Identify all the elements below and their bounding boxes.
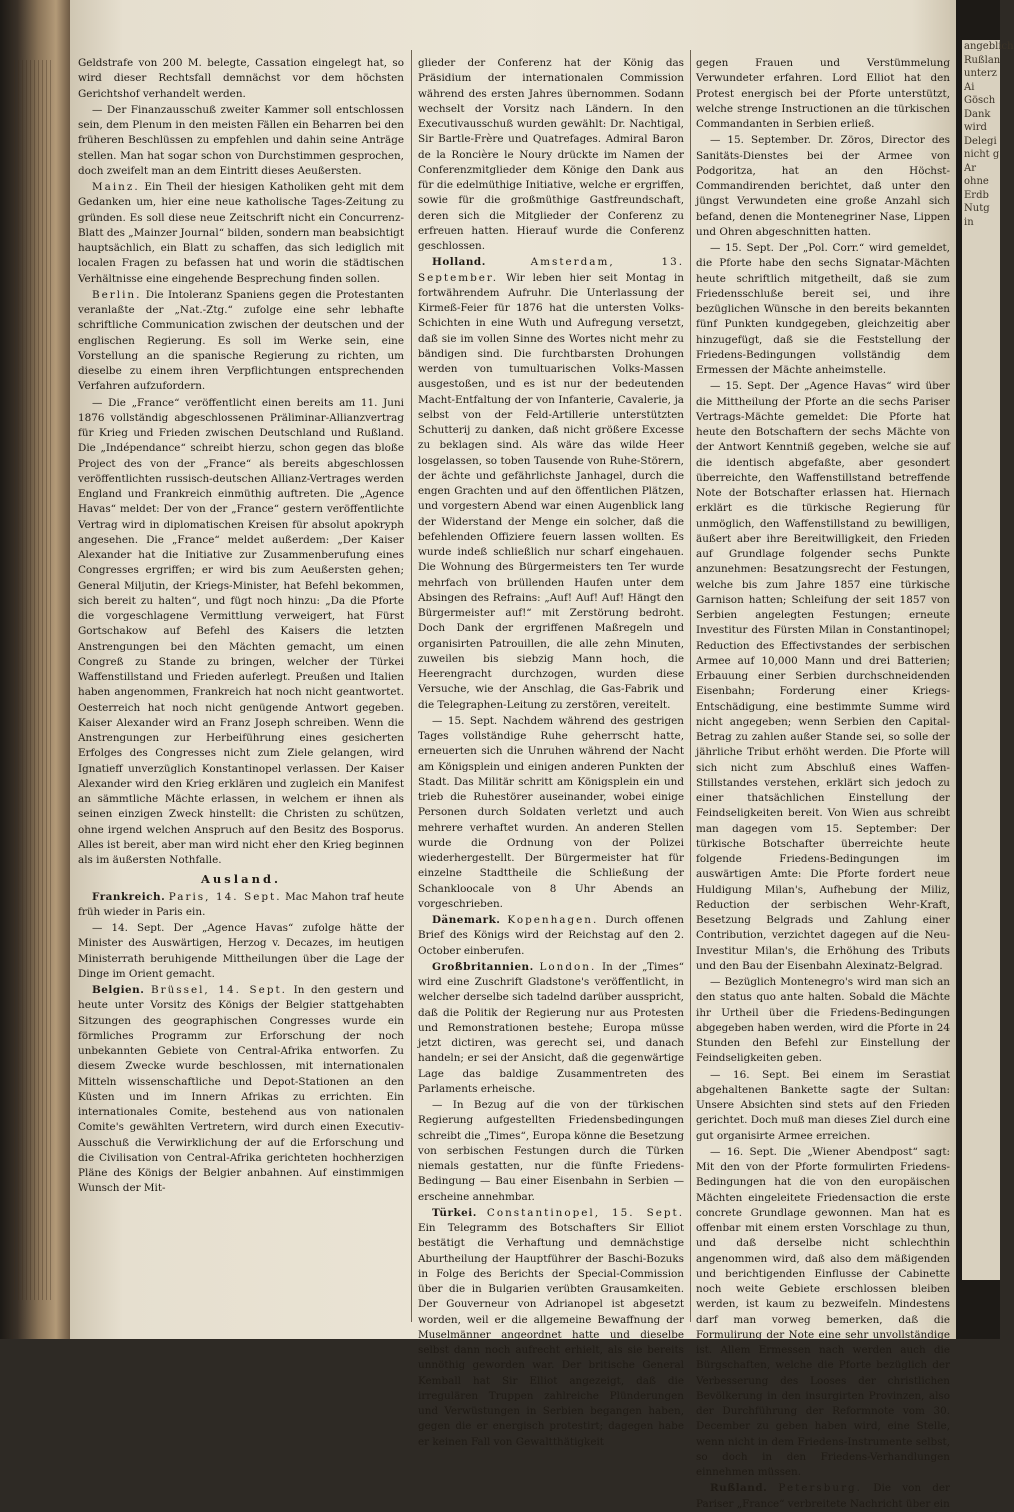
adjacent-line: Gösch xyxy=(964,95,996,106)
column-right xyxy=(696,56,951,1510)
article-paragraph xyxy=(418,255,684,713)
dateline-place: Brüssel, 14. Sept. xyxy=(151,984,287,996)
article-paragraph xyxy=(418,960,684,1097)
dateline-place: Constantinopel, 15. Sept. xyxy=(486,1206,684,1219)
article-text: Ein Theil der hiesigen Katholiken geht mit dem Gedanken um, hier eine neue katholische Tages-Zeitung zu gründen. Es soll diese neue Zeitschrift nicht ein Concurrenz-Blatt des „Mainzer Journal“ bilden, sondern man beabsichtigt hauptsächlich, ein Blatt zu schaffen, das sich lediglich mit localen Fragen zu befassen hat und worin die städtischen Verhältnisse eine eingehende Besprechung finden sollen. xyxy=(78,181,404,285)
adjacent-line: Ar xyxy=(964,162,977,174)
article-paragraph: — 15. Sept. Der „Pol. Corr.“ wird gemeldet, die Pforte habe den sechs Signatar-Mächten heute schriftlich mitgetheilt, daß sie zum Friedensschluße bereit sei, und ihre bezüglichen Wünsche in den bereits bekannten fünf Punkten kundgegeben, gleichzeitig aber hinzugefügt, daß sie die Feststellung der Friedens-Bedingungen vollständig dem Ermessen der Mächte anheimstelle. xyxy=(696,242,950,376)
dateline-place: Petersburg. xyxy=(778,1482,862,1495)
column-rule xyxy=(690,50,691,1322)
article-paragraph: — 15. Sept. Nachdem während des gestrigen Tages vollständige Ruhe geherrscht hatte, erneuerten sich die Unruhen während der Nacht am Königsplein und einigen anderen Punkten der Stadt. Das Militär schritt am Königsplein ein und trieb die Ruhestörer auseinander, wobei einige Personen durch Soldaten verletzt und auch mehrere verhaftet wurden. An anderen Stellen wurde die Ordnung von der Polizei wiederhergestellt. Der Bürgermeister hat für einzelne Stadttheile die Schließung der Schankloocale von 8 Uhr Abends an vorgeschrieben. xyxy=(418,714,684,910)
article-paragraph: — Bezüglich Montenegro's wird man sich an den status quo ante halten. Sobald die Mächte ihr Urtheil über die Friedens-Bedingungen abgegeben haben werden, wird die Pforte in 24 Stunden den Befehl zur Einstellung der Feindseligkeiten geben. xyxy=(696,976,950,1065)
country-heading: Rußland. xyxy=(710,1482,768,1495)
country-heading: Belgien. xyxy=(92,984,145,996)
article-paragraph: — 14. Sept. Der „Agence Havas“ zufolge hätte der Minister des Auswärtigen, Herzog v. Decazes, im heutigen Ministerrath beruhigende Mittheilungen über die Lage der Dinge im Orient gemacht. xyxy=(78,922,404,980)
article-paragraph xyxy=(696,1481,950,1512)
adjacent-line: nicht g xyxy=(964,149,1000,160)
adjacent-line: Ai xyxy=(964,81,975,93)
dateline-place: Amsterdam, 13. September. xyxy=(418,256,684,284)
adjacent-line: unterz xyxy=(964,68,997,79)
column-left xyxy=(78,56,404,1318)
article-paragraph: — 16. Sept. Bei einem im Serastiat abgehaltenen Bankette sagte der Sultan: Unsere Absichten sind stets auf den Frieden gerichtet. Doch muß man dieses Ziel durch eine gut organisirte Armee erreichen. xyxy=(696,1068,950,1142)
article-paragraph: — 16. Sept. Die „Wiener Abendpost“ sagt: Mit den von der Pforte formulirten Friedens-Bedingungen hat die von den europäischen Mächten eingeleitete Friedensaction die erste concrete Grundlage gewonnen. Man hat es offenbar mit einem ersten Vorschlage zu thun, und daß derselbe nicht schlechthin angenommen wird, daß also dem mäßigenden und berichtigenden Einflusse der Cabinette noch weite Gebiete erschlossen bleiben werden, ist kaum zu bezweifeln. Mindestens darf man vorweg bemerken, daß die Formulirung der Note eine sehr unvollständige ist. Allem Ermessen nach werden auch die Bürgschaften, welche die Pforte bezüglich der Verbesserung des Looses der christlichen Bevölkerung in den insurgirten Provinzen, also der Durchführung der Reformnote vom 30. December zu geben haben wird, eine Stelle, wenn nicht in dem Friedens-Instrumente selbst, so doch in den Friedens-Verhandlungen einnehmen müssen. xyxy=(696,1145,950,1478)
article-paragraph xyxy=(78,180,404,287)
adjacent-line: Dank xyxy=(964,108,991,120)
article-paragraph: glieder der Conferenz hat der König das Präsidium der internationalen Commission während des ersten Jahres übernommen. Sodann wechselt der Vorsitz nach Ländern. In den Executivausschuß wurden gewählt: Dr. Nachtigal, Sir Bartle-Frère und Quatrefages. Admiral Baron de la Roncière le Noury drückte im Namen der Conferenzmitglieder dem Könige den Dank aus für die edelmüthige Initiative, welche er ergriffen, sowie für die großmüthige Gastfreundschaft, deren sich die Mitglieder der Conferenz zu erfreuen hatten. Hierauf wurde die Conferenz geschlossen. xyxy=(418,57,684,252)
article-text: Die Intoleranz Spaniens gegen die Protestanten veranlaßte der „Nat.-Ztg.“ zufolge eine sehr lebhafte schriftliche Communication zwischen der deutschen und der englischen Regierung. Es soll im Werke sein, eine Vorstellung an die spanische Regierung zu richten, um dieselbe zu einem ihren Verpflichtungen entsprechenden Verfahren aufzufordern. xyxy=(78,288,404,393)
article-paragraph xyxy=(418,1206,684,1450)
article-paragraph xyxy=(78,983,404,1197)
dateline-place: London. xyxy=(539,960,597,973)
article-text: Mac Mahon traf heute früh wieder in Paris ein. xyxy=(78,890,405,918)
adjacent-line: Nutg xyxy=(964,203,990,214)
country-heading: Türkei. xyxy=(432,1206,477,1219)
page-stack-edges xyxy=(14,60,54,1300)
adjacent-page-fragment xyxy=(962,40,1014,1280)
dateline-place: Paris, 14. Sept. xyxy=(168,890,282,903)
article-paragraph: — 15. September. Dr. Zöros, Director des Sanitäts-Dienstes bei der Armee von Podgoritza, hat an den Höchst-Commandirenden berichtet, daß unter den jüngst Verwundeten eine große Anzahl sich befand, denen die Montenegriner Nase, Lippen und Ohren abgeschnitten hatten. xyxy=(696,134,950,238)
article-text: Wir leben hier seit Montag in fortwährendem Aufruhr. Die Unterlassung der Kirmeß-Feier für 1876 hat die untersten Volks-Schichten in eine Wuth und Aufregung versetzt, daß sie im vollen Sinne des Wortes nicht mehr zu bändigen sind. Die furchtbarsten Drohungen werden von tumultuarischen Volks-Massen ausgestoßen, und es ist nur der bedeutenden Macht-Entfaltung der von Infanterie, Cavalerie, ja selbst von der Feld-Artillerie unterstützten Schutterij zu danken, daß nicht größere Excesse zu beklagen sind. Als wäre das wilde Heer losgelassen, so toben Tausende von Ruhe-Störern, der ächte und gefährlichste Janhagel, durch die engen Grachten und auf den öffentlichen Plätzen, und vorgestern Abend war einen Augenblick lang der Widerstand der Menge ein solcher, daß die befehlenden Offiziere feuern lassen wollten. Es wurde indeß schließlich nur scharf eingehauen. Die Wohnung des Bürgermeisters ten Ter wurde mehrfach von brüllenden Haufen unter dem Absingen des Refrains: „Auf! Auf! Auf! Hängt den Bürgermeister auf!“ mit Zerstörung bedroht. Doch Dank der ergriffenen Maßregeln und organisirten Patrouillen, die alle zehn Minuten, zuweilen bis siebzig Mann hoch, die Heerengracht durchzogen, wurden diese Versuche, wie der Anschlag, die Gas-Fabrik und die Telegraphen-Leitung zu zerstören, vereitelt. xyxy=(418,271,684,711)
adjacent-line: in xyxy=(964,216,974,228)
dateline-place: Mainz. xyxy=(92,181,140,193)
article-paragraph xyxy=(78,890,404,921)
article-text: Ein Telegramm des Botschafters Sir Elliot bestätigt die Verhaftung und demnächstige Aburtheilung der Hauptführer der Baschi-Bozuks in Folge des Berichts der Special-Commission über die in Bulgarien verübten Grausamkeiten. Der Gouverneur von Adrianopel ist abgesetzt worden, weil er die allgemeine Bewaffnung der Muselmänner angeordnet hatte und dieselbe selbst dann noch aufrecht erhielt, als sie bereits unnöthig geworden war. Der britische General Kemball hat Sir Elliot angezeigt, daß die irregulären Truppen zahlreiche Plünderungen und Verwüstungen in Serbien begangen haben, gegen die er energisch protestirt; dagegen habe er keinen Fall von Gewaltthätigkeit xyxy=(418,1222,684,1448)
article-text: In den gestern und heute unter Vorsitz des Königs der Belgier stattgehabten Sitzungen des geographischen Congresses wurde ein förmliches Programm zur Erforschung der noch unbekannten Gebiete von Central-Afrika entworfen. Zu diesem Zwecke wurde beschlossen, mit internationalen Mitteln wissenschaftliche und Depot-Stationen an den Küsten und im Innern Afrikas zu errichten. Ein internationales Comite, bestehend aus von nationalen Comite's gewählten Vertretern, wird durch einen Executiv-Ausschuß die Verwirklichung der auf die Erforschung und die Civilisation von Central-Afrika gerichteten hochherzigen Pläne des Königs der Belgier anbahnen. Auf einstimmigen Wunsch der Mit- xyxy=(78,984,404,1195)
article-paragraph: Geldstrafe von 200 M. belegte, Cassation eingelegt hat, so wird dieser Rechtsfall demnächst vor dem höchsten Gerichtshof verhandelt werden. xyxy=(78,57,404,100)
article-text: Die von der Pariser „France“ verbreitete Nachricht über ein xyxy=(696,1482,951,1510)
article-paragraph: gegen Frauen und Verstümmelung Verwundeter erfahren. Lord Elliot hat den Protest energisch bei der Pforte unterstützt, welche strenge Instructionen an die türkischen Commandanten in Serbien erließ. xyxy=(696,57,950,130)
section-heading-ausland: Ausland. xyxy=(201,872,281,887)
country-heading: Großbritannien. xyxy=(432,960,534,973)
country-heading: Dänemark. xyxy=(432,914,501,926)
book-binding-edge xyxy=(0,0,70,1339)
adjacent-line: Erdb xyxy=(964,189,989,201)
adjacent-line: ohne xyxy=(964,176,989,187)
article-paragraph: — Der Finanzausschuß zweiter Kammer soll entschlossen sein, dem Plenum in den meisten Fällen ein Beharren bei den früheren Beschlüssen zu empfehlen und dahin seine Anträge stellen. Man hat sogar schon von Durchstimmen gesprochen, doch zweifelt man an dem Eintritt dieses Aeußersten. xyxy=(78,103,404,177)
adjacent-line: angeblich xyxy=(964,41,1014,52)
adjacent-line: Delegi xyxy=(964,135,997,147)
country-heading: Frankreich. xyxy=(92,890,166,903)
article-text: Durch offenen Brief des Königs wird der Reichstag auf den 2. October einberufen. xyxy=(418,914,684,957)
article-paragraph: — In Bezug auf die von der türkischen Regierung aufgestellten Friedensbedingungen schreibt die „Times“, Europa könne die Besetzung von serbischen Festungen durch die Türken niemals gestatten, nur die fünfte Friedens-Bedingung — Bau einer Eisenbahn in Serbien — erscheine annehmbar. xyxy=(418,1099,684,1203)
dateline-place: Berlin. xyxy=(92,288,142,301)
column-rule xyxy=(411,50,412,1322)
adjacent-line: wird xyxy=(964,122,987,133)
dateline-place: Kopenhagen. xyxy=(507,914,599,926)
article-paragraph: — Die „France“ veröffentlicht einen bereits am 11. Juni 1876 vollständig abgeschlossenen Präliminar-Allianzvertrag für Krieg und Frieden zwischen Deutschland und Rußland. Die „Indépendance“ schreibt hierzu, schon gegen das bloße Project des von der „France“ als bereits abgeschlossen veröffentlichten russisch-deutschen Allianz-Vertrages werden England und Frankreich einmüthig auftreten. Die „Agence Havas“ meldet: Der von der „France“ gestern veröffentlichte Vertrag wird in diplomatischen Kreisen für absolut apokryph angesehen. Die „France“ meldet außerdem: „Der Kaiser Alexander hat die Initiative zur Zusammenberufung eines Congresses ergriffen; er wird bis zum Aeußersten gehen; General Miljutin, der Kriegs-Minister, hat Befehl bekommen, sich bereit zu halten“, und fügt noch hinzu: „Da die Pforte die vorgeschlagene Vermittlung verweigert, hat Fürst Gortschakow auf Befehl des Kaisers die letzten Anstrengungen bei den Mächten gemacht, um einen Congreß zu Stande zu bringen, welcher der Türkei Waffenstillstand und Frieden auferlegt. Preußen und Italien haben angenommen, Frankreich hat noch nicht geantwortet. Oesterreich hat noch nicht genügende Antwort gegeben. Kaiser Alexander wird an Franz Joseph schreiben. Wenn die Anstrengungen zur Herbeiführung eines gesicherten Erfolges des Congresses nicht zum Ziele gelangen, wird Ignatieff unverzüglich Konstantinopel verlassen. Der Kaiser Alexander wird den Krieg erklären und zugleich ein Manifest an sämmtliche Mächte erlassen, in welchem er ihnen als seinen einzigen Zweck hinstellt: die Christen zu schützen, ohne irgend welchen Anspruch auf den Besitz des Bosporus. Alles ist bereit, aber man wird nicht eher den Krieg beginnen als im äußersten Nothfalle. xyxy=(78,396,404,866)
column-middle xyxy=(418,56,684,1448)
article-paragraph: — 15. Sept. Der „Agence Havas“ wird über die Mittheilung der Pforte an die sechs Pariser Vertrags-Mächte gemeldet: Die Pforte hat heute den Botschaftern der sechs Mächte von der Antwort Kenntniß gegeben, welche sie auf die identisch abgefaßte, aber gesondert überreichte, den Waffenstillstand betreffende Note der Botschafter erlassen hat. Hiernach erklärt es die türkische Regierung für unmöglich, den Waffenstillstand zu bewilligen, äußert aber ihre Bereitwilligkeit, den Frieden auf Grundlage folgender sechs Punkte anzunehmen: Besatzungsrecht der Festungen, welche bis zum Jahre 1857 eine türkische Garnison hatten; Schleifung der seit 1857 von Serbien angelegten Festungen; erneute Investitur des Fürsten Milan in Constantinopel; Reduction des Effectivstandes der serbischen Armee auf 10,000 Mann und drei Batterien; Erbauung einer Serbien durchschneidenden Eisenbahn; Forderung einer Kriegs-Entschädigung, eine bestimmte Summe wird nicht angegeben; wenn Serbien den Capital-Betrag zu zahlen außer Stande sei, so solle der jährliche Tribut erhöht werden. Die Pforte will sich nicht zum Abschluß eines Waffen-Stillstandes verstehen, erklärt sich jedoch zu einer thatsächlichen Einstellung der Feindseligkeiten bereit. Von Wien aus schreibt man dagegen vom 15. September: Der türkische Botschafter überreichte heute folgende Friedens-Bedingungen im auswärtigen Amte: Die Pforte fordert neue Huldigung Milan's, Aufhebung der Miliz, Reduction der serbischen Wehr-Kraft, Besetzung Belgrads und Zahlung einer Contribution, verzichtet dagegen auf die Neu-Investitur Milan's, die Erhöhung des Tributs und den Bau der Eisenbahn Alexinatz-Belgrad. xyxy=(696,380,950,972)
adjacent-line: Rußlan xyxy=(964,54,1001,66)
country-heading: Holland. xyxy=(432,256,486,269)
article-paragraph xyxy=(418,913,684,959)
article-paragraph xyxy=(78,288,404,395)
article-text: In der „Times“ wird eine Zuschrift Gladstone's veröffentlicht, in welcher derselbe sich tadelnd darüber ausspricht, daß die Politik der Regierung nur aus Protesten und Remonstrationen bestehe; Europa müsse jetzt dictiren, was gerecht sei, und danach handeln; er sei der Ansicht, daß die gegenwärtige Lage das baldige Zusammentreten des Parlaments erheische. xyxy=(418,960,684,1095)
